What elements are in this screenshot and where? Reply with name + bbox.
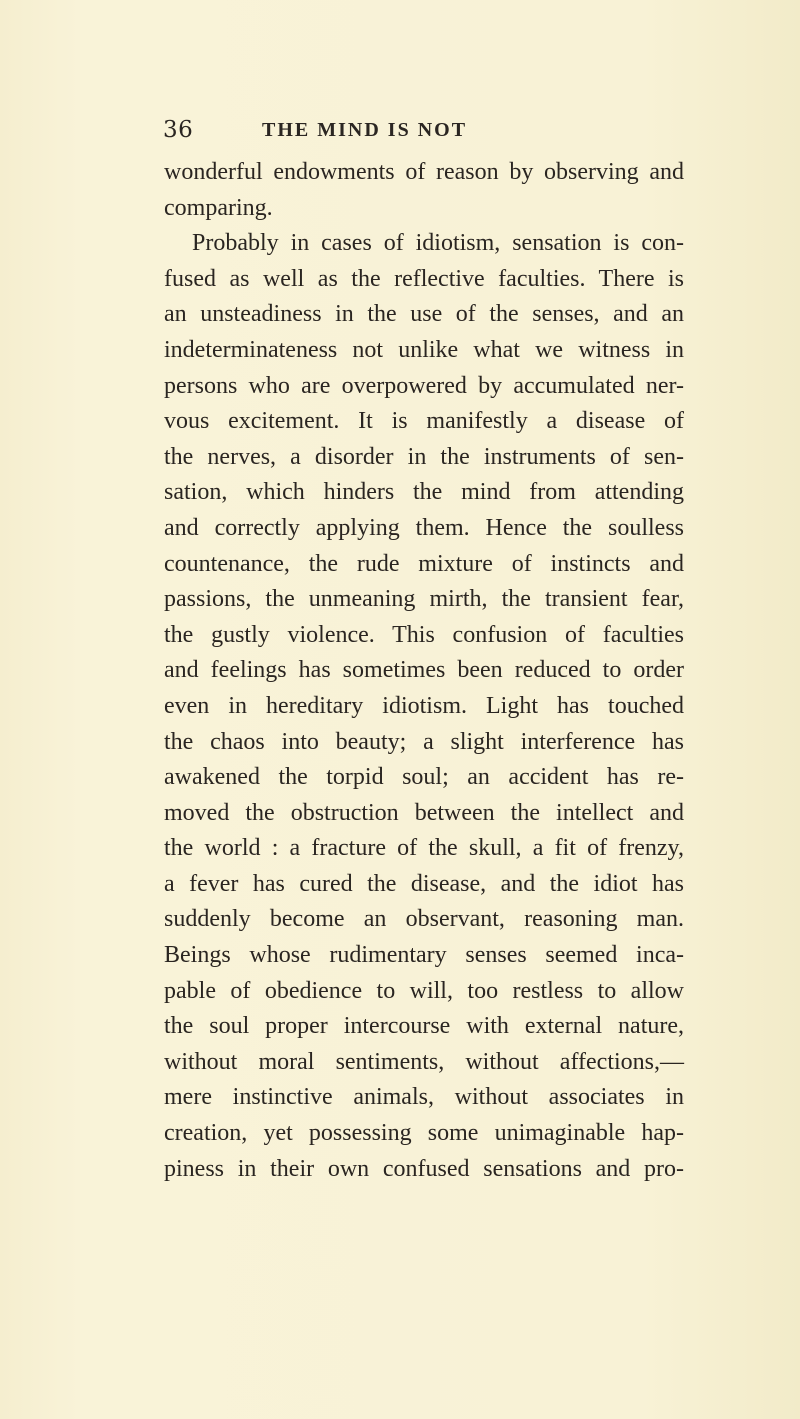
paragraph-first-line: Probably in cases of idiotism, sensation is con-: [192, 230, 684, 257]
text-line: sation, which hinders the mind from attending: [164, 479, 684, 506]
text-line: wonderful endowments of reason by observing and: [164, 159, 684, 185]
text-line: vous excitement. It is manifestly a disease of: [164, 408, 684, 435]
text-line: creation, yet possessing some unimaginable hap-: [164, 1120, 684, 1147]
text-line: the chaos into beauty; a slight interference has: [164, 728, 684, 755]
body-text: [164, 155, 684, 1187]
running-title: THE MIND IS NOT: [262, 119, 468, 141]
text-line: piness in their own confused sensations and pro-: [164, 1155, 684, 1182]
text-line: awakened the torpid soul; an accident has re-: [164, 764, 684, 791]
text-line: indeterminateness not unlike what we witness in: [164, 336, 684, 363]
text-line: persons who are overpowered by accumulated ner-: [164, 372, 684, 399]
text-line: comparing.: [164, 194, 273, 221]
text-line: Beings whose rudimentary senses seemed inca-: [164, 942, 684, 969]
text-line: and correctly applying them. Hence the soulless: [164, 514, 684, 541]
text-line: the soul proper intercourse with external nature,: [164, 1013, 684, 1040]
page-number: 36: [163, 117, 194, 143]
text-line: the nerves, a disorder in the instruments of sen-: [164, 443, 684, 470]
text-line: suddenly become an observant, reasoning man.: [164, 906, 684, 933]
text-line: and feelings has sometimes been reduced to order: [164, 657, 684, 684]
text-line: fused as well as the reflective faculties. There is: [164, 265, 684, 292]
text-line: passions, the unmeaning mirth, the transient fear,: [164, 586, 684, 613]
text-line: the gustly violence. This confusion of faculties: [164, 621, 684, 648]
text-line: even in hereditary idiotism. Light has touched: [164, 692, 684, 719]
text-line: a fever has cured the disease, and the idiot has: [164, 870, 684, 897]
text-line: the world : a fracture of the skull, a fit of frenzy,: [164, 835, 684, 862]
text-line: mere instinctive animals, without associates in: [164, 1084, 684, 1111]
text-line: an unsteadiness in the use of the senses, and an: [164, 301, 684, 328]
text-line: moved the obstruction between the intellect and: [164, 799, 684, 826]
text-line: without moral sentiments, without affections,—: [164, 1048, 684, 1075]
text-line: pable of obedience to will, too restless to allow: [164, 977, 684, 1004]
page-header: [0, 117, 800, 147]
text-line: countenance, the rude mixture of instincts and: [164, 550, 684, 577]
